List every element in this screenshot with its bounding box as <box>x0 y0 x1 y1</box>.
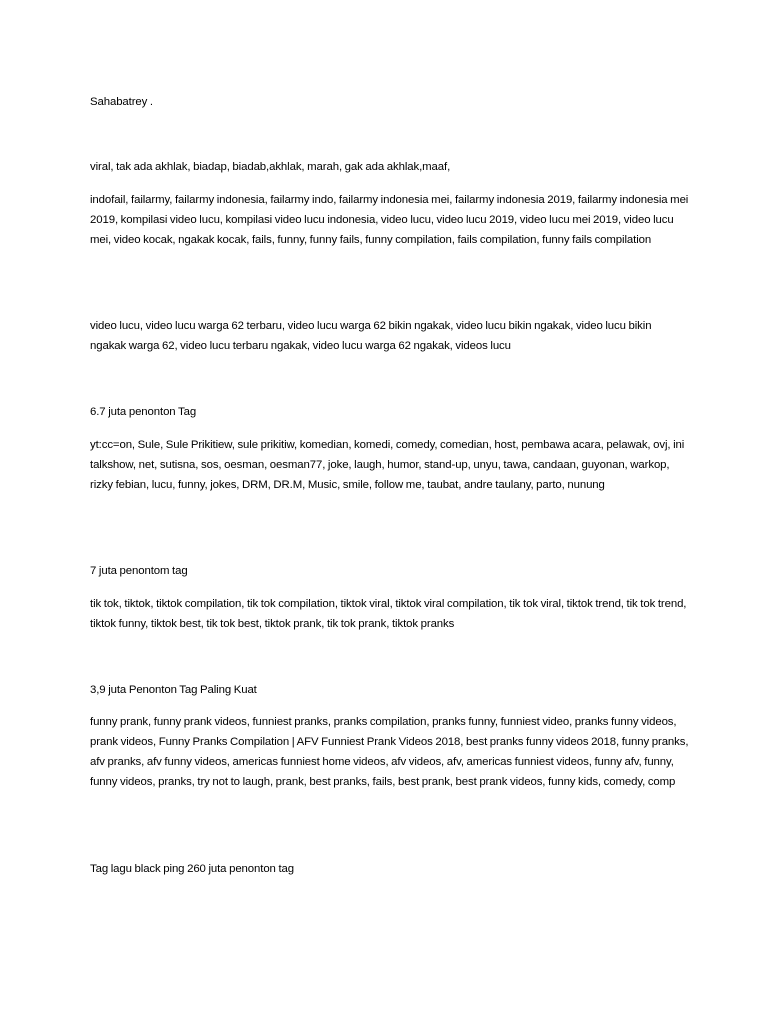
section-heading-3-9-juta: 3,9 juta Penonton Tag Paling Kuat <box>90 684 257 696</box>
author-line: Sahabatrey . <box>90 96 153 108</box>
prank-tags-paragraph: funny prank, funny prank videos, funniest pranks, pranks compilation, pranks funny, funniest video, pranks funny videos, prank videos, Funny Pranks Compilation | AFV Funniest Prank Videos 2018, best pranks funny videos 2018, funny pranks, afv pranks, afv funny videos, americas funniest home videos, afv videos, afv, americas funniest videos, funny afv, funny, funny videos, pranks, try not to laugh, prank, best pranks, fails, best prank, best prank videos, funny kids, comedy, comp <box>90 716 689 788</box>
section-heading-6-7-juta: 6.7 juta penonton Tag <box>90 406 197 418</box>
video-lucu-tags-paragraph: video lucu, video lucu warga 62 terbaru, video lucu warga 62 bikin ngakak, video lucu bikin ngakak, video lucu bikin ngakak warga 62, video lucu terbaru ngakak, video lucu warga 62 ngakak, videos lucu <box>90 320 652 352</box>
indofail-tags-paragraph: indofail, failarmy, failarmy indonesia, failarmy indo, failarmy indonesia mei, failarmy indonesia 2019, failarmy indonesia mei 2019, kompilasi video lucu, kompilasi video lucu indonesia, video lucu, video lucu 2019, video lucu mei 2019, video lucu mei, video kocak, ngakak kocak, fails, funny, funny fails, funny compilation, fails compilation, funny fails compilation <box>90 194 689 246</box>
sule-tags-paragraph: yt:cc=on, Sule, Sule Prikitiew, sule prikitiw, komedian, komedi, comedy, comedian, host, pembawa acara, pelawak, ovj, ini talkshow, net, sutisna, sos, oesman, oesman77, joke, laugh, humor, stand-up, unyu, tawa, candaan, guyonan, warkop, rizky febian, lucu, funny, jokes, DRM, DR.M, Music, smile, follow me, taubat, andre taulany, parto, nunung <box>90 439 685 491</box>
viral-tags-paragraph: viral, tak ada akhlak, biadap, biadab,akhlak, marah, gak ada akhlak,maaf, <box>90 161 451 173</box>
section-heading-7-juta: 7 juta penontom tag <box>90 565 188 577</box>
section-heading-black-ping: Tag lagu black ping 260 juta penonton tag <box>90 863 294 875</box>
tiktok-tags-paragraph: tik tok, tiktok, tiktok compilation, tik tok compilation, tiktok viral, tiktok viral compilation, tik tok viral, tiktok trend, tik tok trend, tiktok funny, tiktok best, tik tok best, tiktok prank, tik tok prank, tiktok pranks <box>90 598 687 630</box>
